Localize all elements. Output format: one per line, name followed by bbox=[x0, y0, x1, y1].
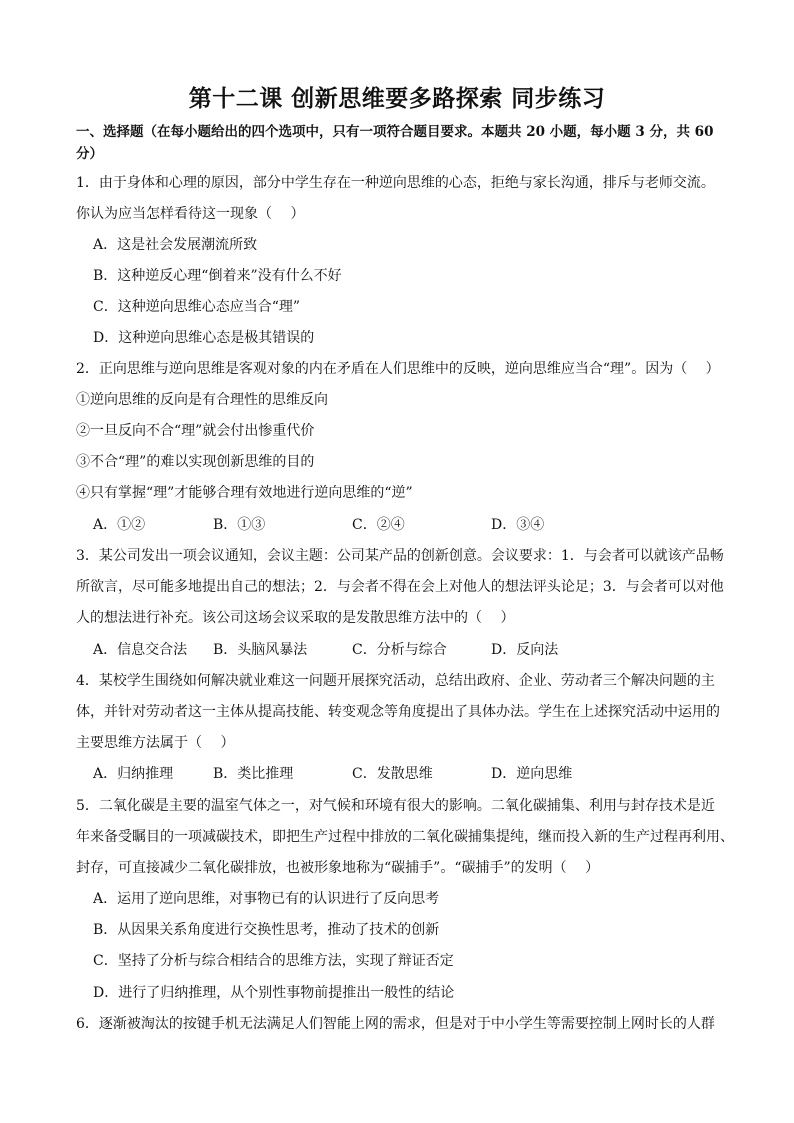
question-1-stem: 1．由于身体和心理的原因，部分中学生存在一种逆向思维的心态，拒绝与家长沟通，排斥与老师交流。 bbox=[76, 175, 715, 191]
question-2-statement-2: ②一旦反向不合“理”就会付出惨重代价 bbox=[76, 423, 315, 439]
question-5-option-a: A．运用了逆向思维，对事物已有的认识进行了反向思考 bbox=[93, 891, 440, 907]
question-1-option-a: A．这是社会发展潮流所致 bbox=[93, 237, 258, 253]
question-1-stem-continued: 你认为应当怎样看待这一现象（ ） bbox=[76, 206, 305, 222]
question-3-stem-continued-2: 人的想法进行补充。该公司这场会议采取的是发散思维方法中的（ ） bbox=[76, 610, 515, 626]
question-4-option-d: D．逆向思维 bbox=[491, 766, 573, 782]
question-2-option-a: A．①② bbox=[93, 517, 146, 533]
question-3-option-d: D．反向法 bbox=[491, 642, 559, 658]
question-2-option-c: C．②④ bbox=[352, 517, 405, 533]
section-heading: 一、选择题（在每小题给出的四个选项中，只有一项符合题目要求。本题共 20 小题，每小题 3 分，共 60 bbox=[76, 124, 714, 140]
question-5-stem: 5．二氧化碳是主要的温室气体之一，对气候和环境有很大的影响。二氧化碳捕集、利用与封存技术是近 bbox=[76, 798, 715, 814]
question-6-stem: 6．逐渐被淘汰的按键手机无法满足人们智能上网的需求，但是对于中小学生等需要控制上网时长的人群 bbox=[76, 1016, 715, 1032]
question-3-stem-continued-1: 所欲言，尽可能多地提出自己的想法；2．与会者不得在会上对他人的想法评头论足；3．与会者可以对他 bbox=[76, 579, 724, 595]
question-3-option-c: C．分析与综合 bbox=[352, 642, 447, 658]
question-1-option-b: B．这种逆反心理“倒着来”没有什么不好 bbox=[93, 268, 342, 284]
question-4-stem: 4．某校学生围绕如何解决就业难这一问题开展探究活动，总结出政府、企业、劳动者三个解决问题的主 bbox=[76, 673, 715, 689]
question-5-option-d: D．进行了归纳推理，从个别性事物前提推出一般性的结论 bbox=[93, 985, 455, 1001]
question-2-option-b: B．①③ bbox=[213, 517, 266, 533]
question-2-statement-3: ③不合“理”的难以实现创新思维的目的 bbox=[76, 454, 315, 470]
question-4-stem-continued-1: 体，并针对劳动者这一主体从提高技能、转变观念等角度提出了具体办法。学生在上述探究活动中运用的 bbox=[76, 704, 720, 720]
question-4-stem-continued-2: 主要思维方法属于（ ） bbox=[76, 735, 235, 751]
question-2-statement-1: ①逆向思维的反向是有合理性的思维反向 bbox=[76, 392, 328, 408]
document-title: 第十二课 创新思维要多路探索 同步练习 bbox=[188, 86, 606, 112]
question-5-option-b: B．从因果关系角度进行交换性思考，推动了技术的创新 bbox=[93, 922, 440, 938]
question-2-statement-4: ④只有掌握“理”才能够合理有效地进行逆向思维的“逆” bbox=[76, 485, 413, 501]
question-4-option-b: B．类比推理 bbox=[213, 766, 294, 782]
question-4-option-a: A．归纳推理 bbox=[93, 766, 174, 782]
section-heading-continued: 分） bbox=[76, 146, 103, 162]
question-3-stem: 3．某公司发出一项会议通知，会议主题：公司某产品的创新创意。会议要求：1．与会者可以就该产品畅 bbox=[76, 548, 724, 564]
question-4-option-c: C．发散思维 bbox=[352, 766, 433, 782]
question-2-option-d: D．③④ bbox=[491, 517, 545, 533]
question-1-option-c: C．这种逆向思维心态应当合“理” bbox=[93, 299, 301, 315]
question-2-stem: 2．正向思维与逆向思维是客观对象的内在矛盾在人们思维中的反映，逆向思维应当合“理”。因为（ ） bbox=[76, 361, 720, 377]
question-3-option-a: A．信息交合法 bbox=[93, 642, 188, 658]
question-5-stem-continued-2: 封存，可直接减少二氧化碳排放，也被形象地称为“碳捕手”。“碳捕手”的发明（ ） bbox=[76, 860, 600, 876]
question-5-option-c: C．坚持了分析与综合相结合的思维方法，实现了辩证否定 bbox=[93, 953, 454, 969]
question-5-stem-continued-1: 年来备受瞩目的一项减碳技术，即把生产过程中排放的二氧化碳捕集提纯，继而投入新的生产过程再利用、 bbox=[76, 829, 734, 845]
question-1-option-d: D．这种逆向思维心态是极其错误的 bbox=[93, 330, 315, 346]
question-3-option-b: B．头脑风暴法 bbox=[213, 642, 308, 658]
